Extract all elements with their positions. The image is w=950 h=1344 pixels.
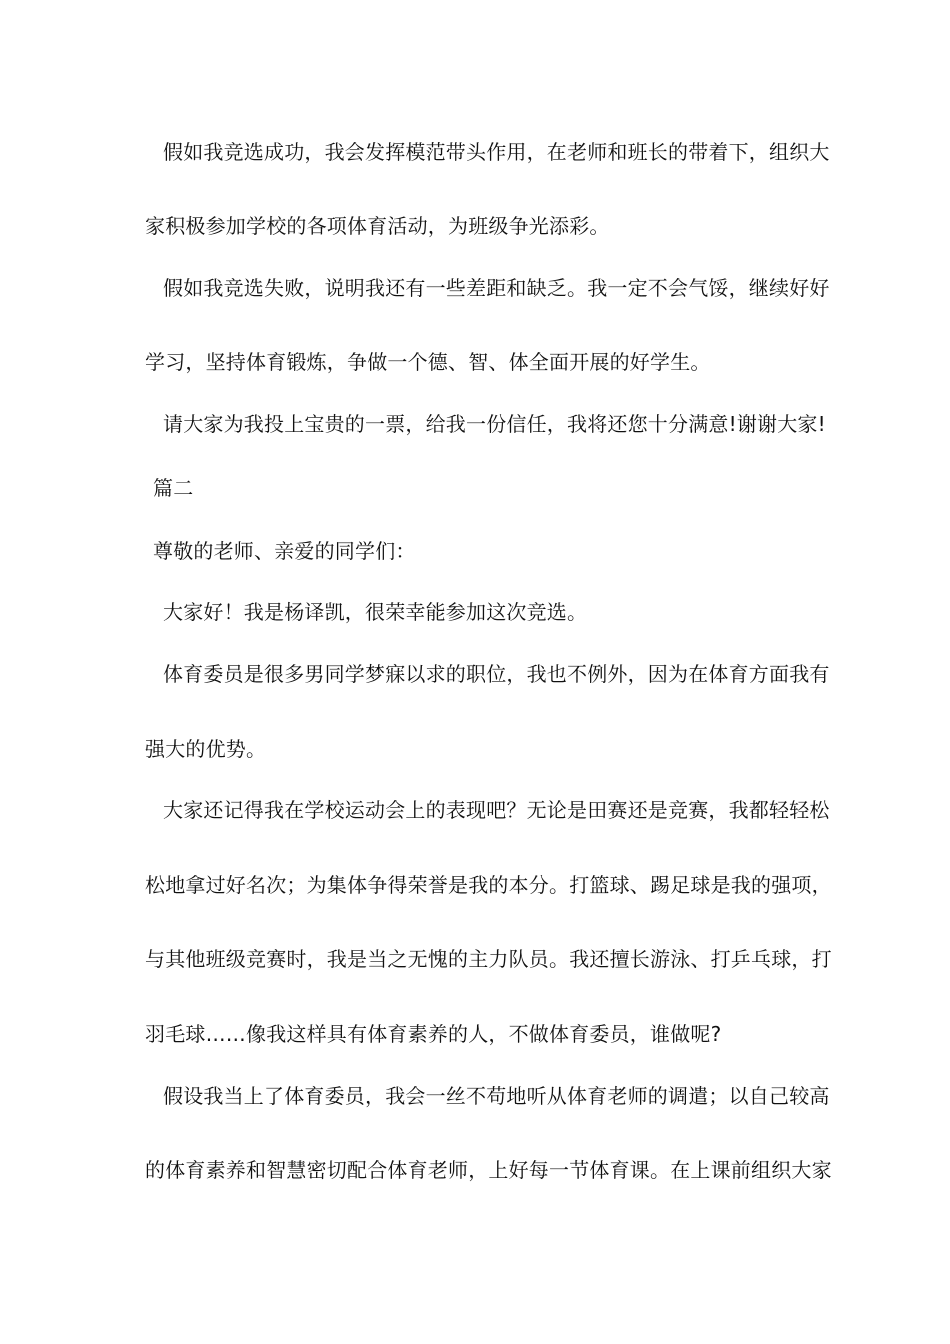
paragraph-line: 松地拿过好名次；为集体争得荣誉是我的本分。打篮球、踢足球是我的强项， [145,873,832,897]
paragraph-line: 大家还记得我在学校运动会上的表现吧？无论是田赛还是竞赛，我都轻轻松 [163,798,830,822]
paragraph-line: 与其他班级竞赛时，我是当之无愧的主力队员。我还擅长游泳、打乒乓球，打 [145,947,832,971]
paragraph-line: 假如我竞选失败，说明我还有一些差距和缺乏。我一定不会气馁，继续好好 [163,276,830,300]
paragraph-line: 强大的优势。 [145,737,267,761]
paragraph-line: 大家好！我是杨译凯，很荣幸能参加这次竞选。 [163,600,588,624]
salutation: 尊敬的老师、亲爱的同学们： [153,539,416,563]
paragraph-line: 的体育素养和智慧密切配合体育老师，上好每一节体育课。在上课前组织大家 [145,1158,832,1182]
paragraph-line: 体育委员是很多男同学梦寐以求的职位，我也不例外，因为在体育方面我有 [163,662,830,686]
section-heading: 篇二 [153,476,194,500]
paragraph-line: 学习，坚持体育锻炼，争做一个德、智、体全面开展的好学生。 [145,350,711,374]
paragraph-line: 羽毛球……像我这样具有体育素养的人，不做体育委员，谁做呢? [145,1022,722,1046]
paragraph-line: 假设我当上了体育委员，我会一丝不苟地听从体育老师的调遣；以自己较高 [163,1084,830,1108]
paragraph-line: 家积极参加学校的各项体育活动，为班级争光添彩。 [145,214,610,238]
paragraph-line: 请大家为我投上宝贵的一票，给我一份信任，我将还您十分满意!谢谢大家! [163,412,826,436]
paragraph-line: 假如我竞选成功，我会发挥模范带头作用，在老师和班长的带着下，组织大 [163,140,830,164]
